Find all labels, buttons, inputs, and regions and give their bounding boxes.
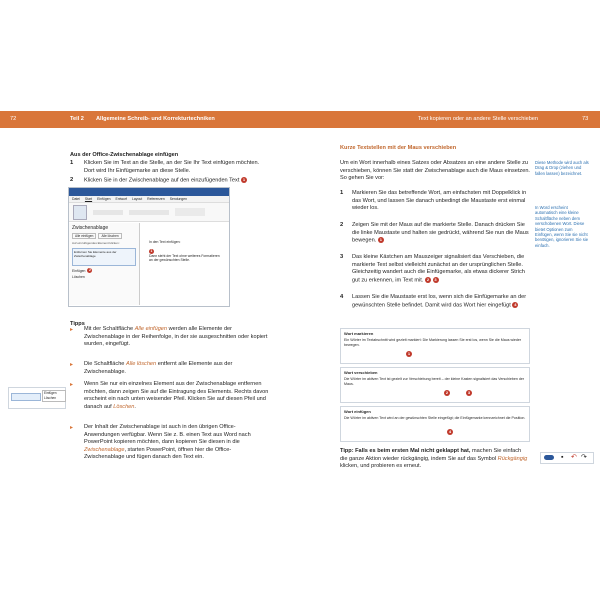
bullet-icon: ▸	[70, 425, 74, 431]
font-box[interactable]	[93, 210, 123, 215]
tip-text: Die Schaltfläche Alle löschen entfernt alle Elemente aus der Zwischenablage.	[84, 361, 233, 375]
header-bar-left	[0, 111, 300, 128]
tab-referenzen[interactable]: Referenzen	[147, 197, 165, 201]
tab-einfuegen[interactable]: Einfügen	[97, 197, 111, 201]
step-text: Lassen Sie die Maustaste erst los, wenn sich die Einfügemarke an der gewünschten Stelle befindet. Damit wird das Wort hier eingefügt 4	[352, 294, 527, 309]
step-text: Das kleine Kästchen am Mauszeiger signalisiert das Verschieben, die markierte Text selbst vielleicht zunächst an der ursprünglichen Stelle. Gleichzeitig wandert auch die Einfügemarke, als etwas dickerer Strich gut zu erkennen, im Text mit. 2 3	[352, 254, 525, 284]
marker-4: 4	[448, 429, 452, 434]
word-screenshot	[68, 187, 230, 307]
marker-2: 2	[88, 268, 91, 272]
pane-title: Zwischenablage	[72, 225, 109, 231]
panel-text: Die Wörter im aktiven Text wird an der gewünschten Stelle eingefügt; die Einfügemarke kennzeichnet die Position.	[344, 416, 526, 420]
step-text: Zeigen Sie mit der Maus auf die markierte Stelle. Danach drücken Sie die linke Maustaste und halten sie gedrückt, während Sie nun die Maus bewegen. 1	[352, 222, 529, 244]
step-number: 1	[70, 160, 74, 166]
ribbon-tabs	[69, 196, 229, 203]
bullet-icon: ▸	[70, 382, 74, 388]
marker-1: 1	[242, 177, 246, 182]
right-tip: Tipp: Falls es beim ersten Mal nicht geklappt hat, machen Sie einfach die ganze Aktion wieder rückgängig, indem Sie auf das Symbol Rückgängig klicken, und probieren es erneut.	[340, 448, 528, 470]
tab-start[interactable]: Start	[84, 197, 93, 201]
tip-text: Mit der Schaltfläche Alle einfügen werden alle Elemente der Zwischenablage in der Reihenfolge, in der sie ausgeschnitten oder kopiert wurden, eingefügt.	[84, 326, 268, 348]
menu-item-delete[interactable]: Löschen	[44, 396, 57, 400]
step-text: Klicken Sie in der Zwischenablage auf den einzufügenden Text 1	[84, 177, 246, 184]
tab-sendungen[interactable]: Sendungen	[169, 197, 188, 201]
part-label: Teil 2	[70, 116, 84, 122]
tab-layout[interactable]: Layout	[131, 197, 143, 201]
header-bar-right	[300, 111, 600, 128]
left-section-title: Aus der Office-Zwischenablage einfügen	[70, 152, 179, 158]
page-number-left: 72	[10, 116, 17, 122]
marker-2: 2	[445, 390, 449, 395]
marker-3: 3	[467, 390, 471, 395]
panel-title: Wort verschieben	[344, 370, 378, 375]
clipboard-item[interactable]: Entfernen Sie Elemente aus der Zwischenablage	[72, 248, 136, 266]
undo-icon[interactable]: ↶	[571, 454, 577, 461]
step-text: Klicken Sie im Text an die Stelle, an der Sie Ihr Text einfügen möchten. Dort wird Ihr Einfügemarke an diese Stelle.	[84, 160, 260, 174]
bullet-icon: ▸	[70, 362, 74, 368]
marker-1: 1	[150, 248, 153, 253]
panel-text: Die Wörter im aktiven Text ist gezielt zur Verschiebung bereit – der kleine Kasten signalisiert das Verschieben der Maus.	[344, 377, 525, 386]
tab-datei[interactable]: Datei	[72, 197, 80, 201]
tab-entwurf[interactable]: Entwurf	[115, 197, 127, 201]
panel-title: Wort einfügen	[344, 409, 371, 414]
paste-icon[interactable]	[73, 205, 87, 220]
mini-menu-illustration	[8, 387, 66, 409]
document-area[interactable]	[149, 240, 223, 263]
panel-text: Ein Wörter im Textabschnitt wird gezielt markiert: Die Markierung lassen Sie erst los, wenn Sie die Maus wieder bewegen.	[344, 338, 522, 347]
step-number: 3	[340, 254, 344, 260]
tips-title: Tipps	[70, 321, 85, 327]
panel-title: Wort markieren	[344, 331, 374, 336]
step-number: 4	[340, 294, 344, 300]
menu-item-paste[interactable]: Einfügen	[44, 391, 57, 395]
styles-gallery[interactable]	[175, 208, 205, 216]
panel-move-word	[340, 367, 530, 403]
tip-text: Der Inhalt der Zwischenablage ist auch in den übrigen Office-Anwendungen verfügbar. Wenn Sie z. B. einen Text aus Word nach PowerPoint kopieren möchten, dann kopieren Sie diesen in die Zwischenablage, starten PowerPoint, öffnen hier die Office-Zwischenablage und fügen danach den Text ein.	[84, 424, 251, 461]
marker-3: 3	[434, 276, 437, 282]
undo-toolbar-illustration	[540, 452, 594, 464]
clear-all-button[interactable]: Alle löschen	[98, 233, 121, 239]
chapter-title: Text kopieren oder an andere Stelle verschieben	[418, 116, 539, 122]
panel-insert-word	[340, 406, 530, 442]
clipboard-option-paste[interactable]: Einfügen 2	[72, 268, 91, 273]
side-note: Diese Methode wird auch als Drag & Drop (ziehen und fallen lassen) bezeichnet.	[535, 160, 589, 176]
step-number: 2	[340, 222, 344, 228]
clipboard-pane	[69, 223, 140, 305]
step-number: 1	[340, 190, 344, 196]
marker-1: 1	[407, 351, 411, 356]
marker-2: 2	[426, 276, 430, 282]
pane-hint: Auf einzufügendes Element klicken:	[72, 241, 120, 245]
save-icon[interactable]: ▪	[561, 454, 564, 461]
right-section-title: Kurze Textstellen mit der Maus verschieben	[340, 145, 457, 151]
marker-1: 1	[379, 237, 382, 243]
step-number: 2	[70, 177, 74, 183]
context-menu[interactable]	[42, 390, 66, 402]
title-bar	[69, 188, 229, 196]
toggle-icon[interactable]	[544, 455, 554, 460]
ribbon-content	[69, 203, 229, 222]
redo-icon[interactable]: ↷	[581, 454, 587, 461]
doc-line-1: In den Text einfügen:	[149, 240, 181, 244]
marker-4: 4	[514, 301, 517, 307]
paste-all-button[interactable]: Alle einfügen	[72, 233, 96, 239]
side-note: In Word erscheint automatisch eine kleine Schaltfläche neben dem verschobenen Wort. Diese bietet Optionen zum Einfügen, wenn Sie sie nicht benötigen, ignorieren Sie sie einfach.	[535, 205, 589, 248]
panel-select-word	[340, 328, 530, 364]
step-text: Markieren Sie das betreffende Wort, am einfachsten mit Doppelklick in das Wort, und lassen Sie danach unbedingt die Maustaste erst einmal wieder los.	[352, 190, 527, 212]
paragraph-tools[interactable]	[129, 210, 169, 215]
tip-text: Wenn Sie nur ein einzelnes Element aus der Zwischenablage entfernen möchten, dann zeigen Sie auf die Eintragung des Elements. Rechts davon erscheint ein nach unten weisender Pfeil. Klicken Sie auf diesen Pfeil und danach auf Löschen.	[84, 381, 269, 410]
clipboard-option-delete[interactable]: Löschen	[72, 275, 85, 279]
bullet-icon: ▸	[70, 327, 74, 333]
right-intro: Um ein Wort innerhalb eines Satzes oder Absatzes an eine andere Stelle zu verschieben, können Sie statt der Zwischenablage auch die Maus einsetzen. So gehen Sie vor:	[340, 160, 530, 182]
part-title: Allgemeine Schreib- und Korrekturtechniken	[96, 116, 215, 122]
page-number-right: 73	[582, 116, 589, 122]
doc-line-2: Dann steht der Text ohne weiteres Formatieren an der gewünschten Stelle.	[149, 253, 220, 263]
clipboard-item[interactable]	[11, 393, 41, 401]
